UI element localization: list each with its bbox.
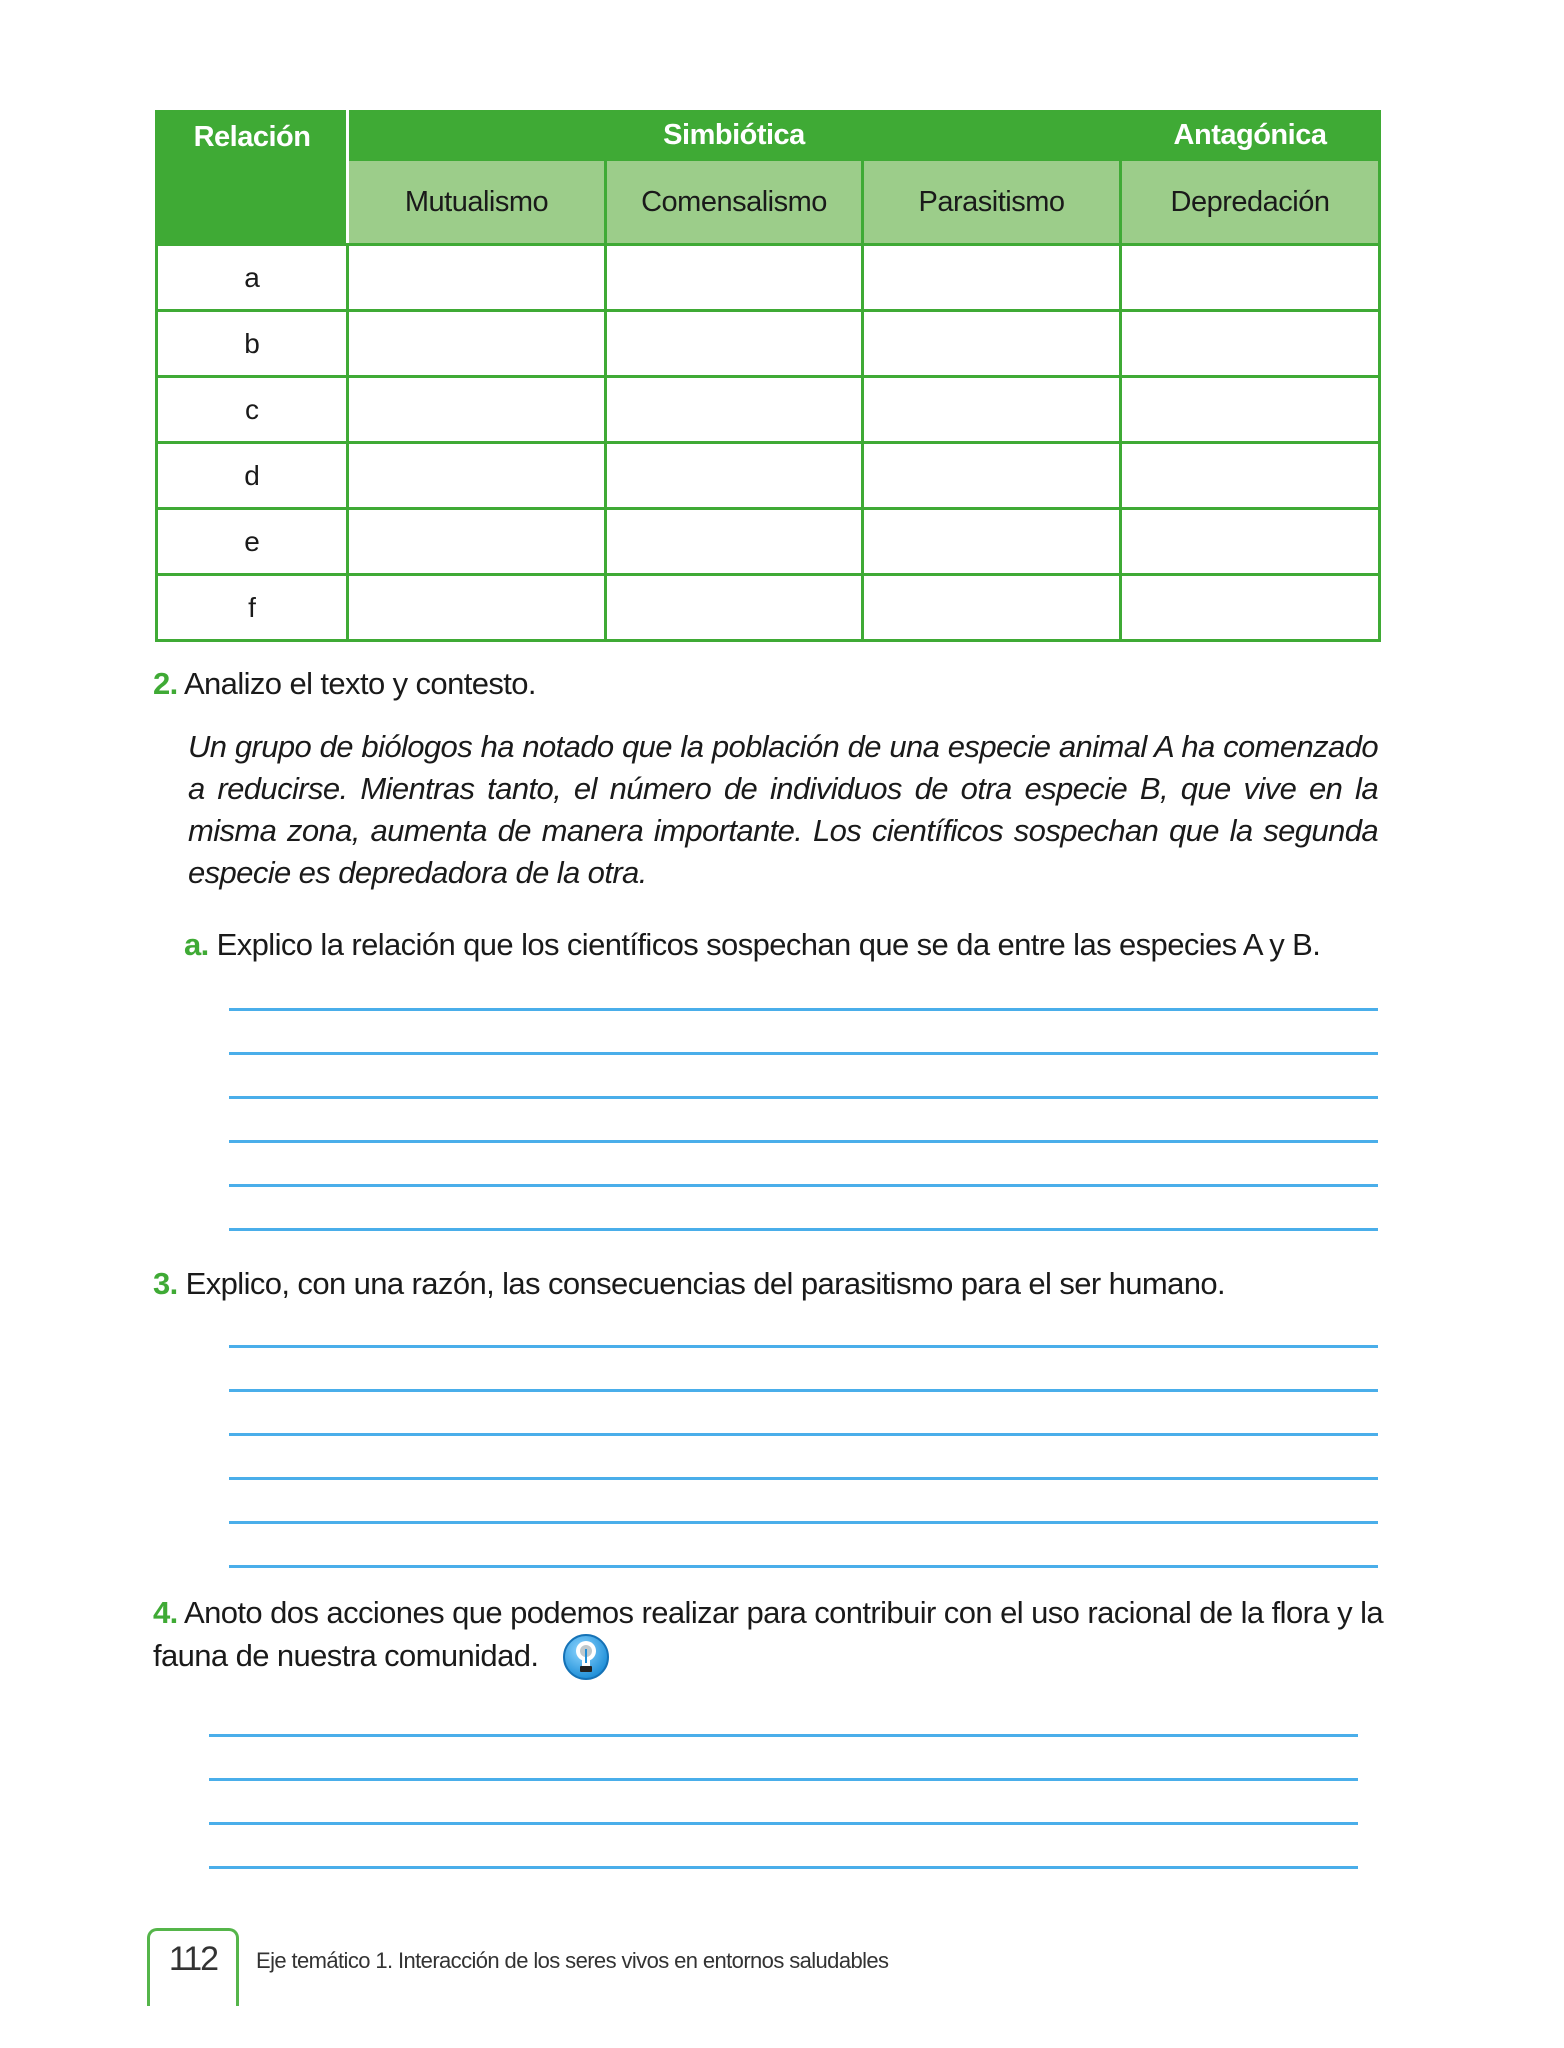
- row-label: a: [157, 245, 348, 311]
- answer-cell[interactable]: [348, 575, 606, 641]
- answer-line[interactable]: [229, 1140, 1378, 1143]
- header-mutualismo: Mutualismo: [348, 160, 606, 245]
- page-number: 112: [168, 1940, 218, 1978]
- table-row: [157, 245, 1380, 311]
- header-antagonica: Antagónica: [1121, 112, 1380, 160]
- row-label: f: [157, 575, 348, 641]
- question-prompt: Explico la relación que los científicos sospechan que se da entre las especies A y B.: [216, 927, 1321, 962]
- answer-line[interactable]: [229, 1052, 1378, 1055]
- question-4: [153, 1591, 1383, 1677]
- answer-line[interactable]: [229, 1433, 1378, 1436]
- answer-cell[interactable]: [1121, 509, 1380, 575]
- answer-cell[interactable]: [348, 245, 606, 311]
- question-prompt: Explico, con una razón, las consecuencias del parasitismo para el ser humano.: [185, 1266, 1226, 1301]
- answer-cell[interactable]: [863, 311, 1121, 377]
- question-number: 2.: [153, 666, 178, 701]
- answer-cell[interactable]: [1121, 377, 1380, 443]
- table-row: [157, 377, 1380, 443]
- relations-table: [155, 110, 1381, 642]
- header-parasitismo: Parasitismo: [863, 160, 1121, 245]
- header-comensalismo: Comensalismo: [606, 160, 863, 245]
- answer-line[interactable]: [209, 1734, 1358, 1737]
- answer-cell[interactable]: [1121, 245, 1380, 311]
- table-row: [157, 509, 1380, 575]
- table-row: [157, 575, 1380, 641]
- row-label: d: [157, 443, 348, 509]
- header-relacion: Relación: [157, 112, 348, 245]
- answer-cell[interactable]: [1121, 443, 1380, 509]
- answer-line[interactable]: [209, 1778, 1358, 1781]
- question-number: 3.: [153, 1266, 178, 1301]
- answer-cell[interactable]: [606, 377, 863, 443]
- answer-line[interactable]: [229, 1477, 1378, 1480]
- answer-line[interactable]: [229, 1184, 1378, 1187]
- answer-cell[interactable]: [863, 245, 1121, 311]
- table-row: [157, 311, 1380, 377]
- question-2a: [184, 923, 1320, 966]
- answer-cell[interactable]: [606, 245, 863, 311]
- answer-cell[interactable]: [1121, 575, 1380, 641]
- question-prompt: Anoto dos acciones que podemos realizar para contribuir con el uso racional de la flora y la fauna de nuestra comunidad.: [153, 1595, 1383, 1673]
- header-depredacion: Depredación: [1121, 160, 1380, 245]
- question-letter: a.: [184, 927, 209, 962]
- answer-cell[interactable]: [863, 575, 1121, 641]
- answer-cell[interactable]: [606, 443, 863, 509]
- answer-cell[interactable]: [348, 443, 606, 509]
- answer-cell[interactable]: [348, 311, 606, 377]
- answer-line[interactable]: [229, 1228, 1378, 1231]
- answer-cell[interactable]: [348, 509, 606, 575]
- question-number: 4.: [153, 1595, 178, 1630]
- answer-cell[interactable]: [606, 575, 863, 641]
- header-simbiotica: Simbiótica: [348, 112, 1121, 160]
- question-prompt: Analizo el texto y contesto.: [183, 666, 536, 701]
- answer-cell[interactable]: [1121, 311, 1380, 377]
- answer-line[interactable]: [229, 1345, 1378, 1348]
- answer-cell[interactable]: [863, 443, 1121, 509]
- answer-cell[interactable]: [863, 377, 1121, 443]
- row-label: c: [157, 377, 348, 443]
- question-3: [153, 1262, 1225, 1305]
- row-label: b: [157, 311, 348, 377]
- question-2: [153, 662, 536, 705]
- table-row: [157, 443, 1380, 509]
- answer-line[interactable]: [209, 1866, 1358, 1869]
- answer-line[interactable]: [229, 1008, 1378, 1011]
- answer-line[interactable]: [229, 1521, 1378, 1524]
- answer-line[interactable]: [209, 1822, 1358, 1825]
- answer-line[interactable]: [229, 1565, 1378, 1568]
- passage-text: Un grupo de biólogos ha notado que la población de una especie animal A ha comenzado a reducirse. Mientras tanto, el número de individuos de otra especie B, que vive en la misma zona, aumenta de manera importante. Los científicos sospechan que la segunda especie es depredadora de la otra.: [188, 729, 1378, 890]
- section-title: Eje temático 1. Interacción de los seres vivos en entornos saludables: [256, 1948, 889, 1973]
- answer-line[interactable]: [229, 1389, 1378, 1392]
- answer-line[interactable]: [229, 1096, 1378, 1099]
- row-label: e: [157, 509, 348, 575]
- answer-cell[interactable]: [606, 311, 863, 377]
- answer-cell[interactable]: [606, 509, 863, 575]
- answer-cell[interactable]: [348, 377, 606, 443]
- lightbulb-icon: [562, 1633, 610, 1681]
- answer-cell[interactable]: [863, 509, 1121, 575]
